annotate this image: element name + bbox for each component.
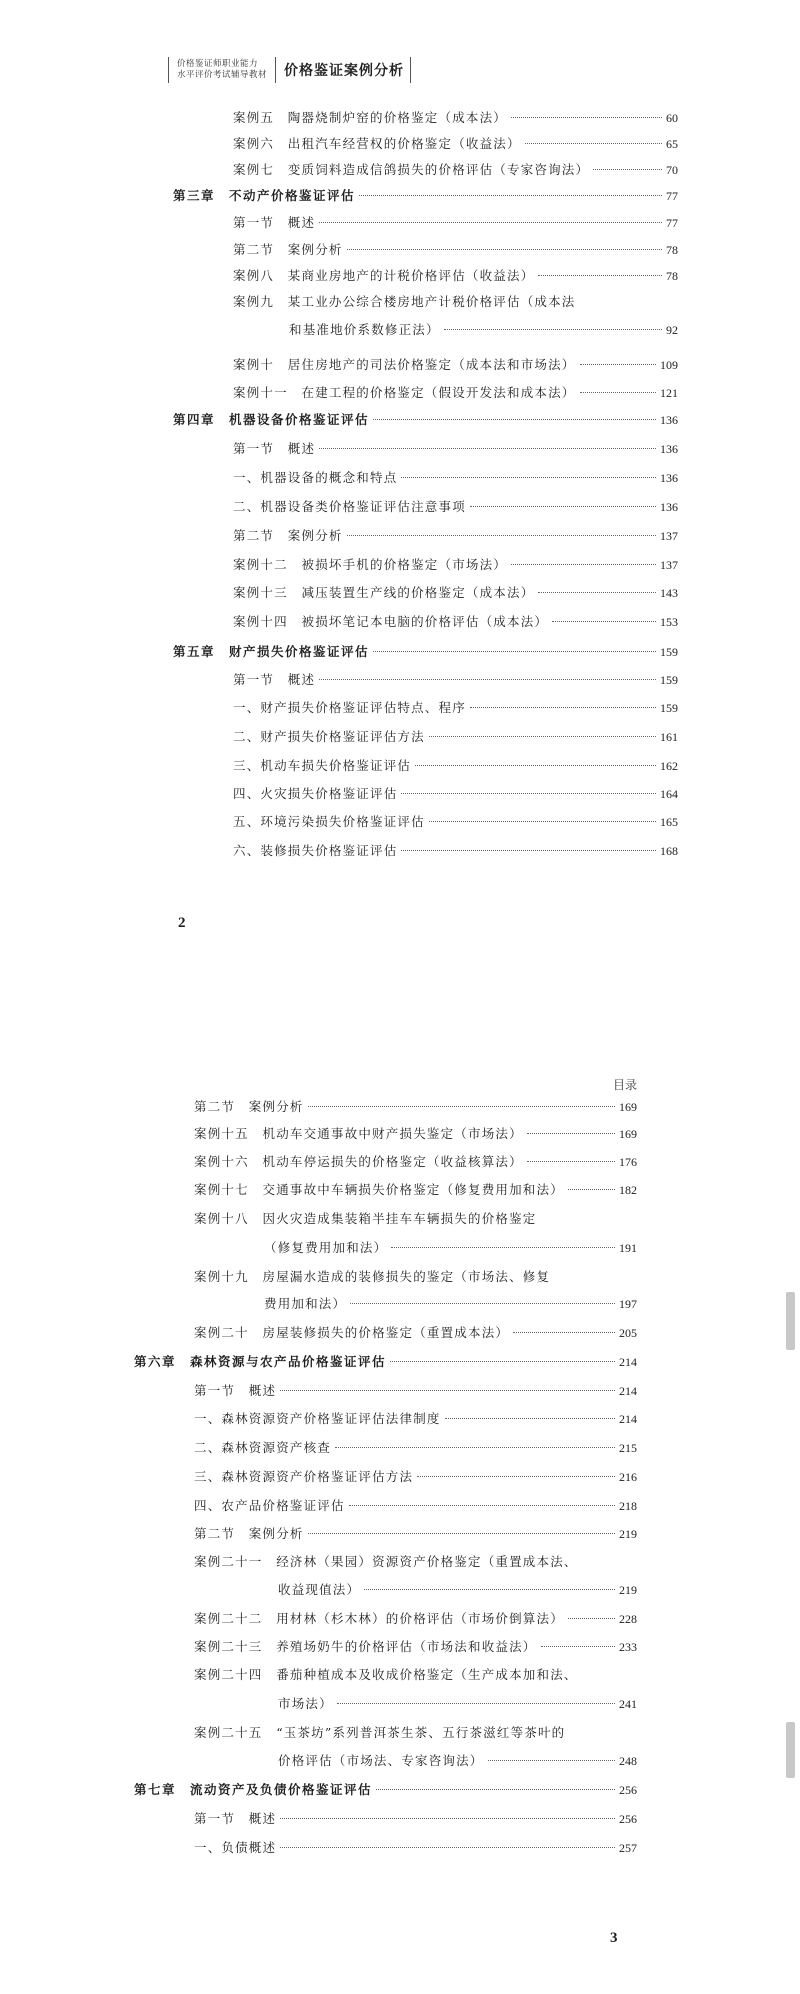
toc-entry-label: 案例十九 房屋漏水造成的装修损失的鉴定（市场法、修复 — [194, 1269, 551, 1284]
toc-entry-label: 案例二十二 用材林（杉木林）的价格评估（市场价倒算法） — [194, 1611, 564, 1626]
dot-leader — [319, 222, 662, 223]
toc-page-number: 65 — [666, 137, 678, 151]
toc-entry[interactable] — [289, 320, 678, 340]
dot-leader — [308, 1106, 615, 1107]
scroll-edge-mark — [786, 1292, 795, 1350]
toc-entry[interactable] — [194, 1180, 637, 1200]
toc-entry[interactable] — [194, 1524, 637, 1544]
toc-page-number: 168 — [660, 844, 678, 858]
dot-leader — [308, 1533, 615, 1534]
toc-entry-label: 价格评估（市场法、专家咨询法） — [278, 1753, 484, 1768]
dot-leader — [445, 1418, 615, 1419]
dot-leader — [401, 477, 656, 478]
toc-page-number: 136 — [660, 500, 678, 514]
toc-entry[interactable] — [278, 1694, 637, 1714]
dot-leader — [373, 419, 656, 420]
toc-page-number: 216 — [619, 1470, 637, 1484]
toc-page-right — [0, 1000, 800, 1994]
toc-page-number: 197 — [619, 1297, 637, 1311]
toc-entry-label: 第七章 流动资产及负债价格鉴证评估 — [134, 1782, 373, 1797]
toc-page-number: 159 — [660, 645, 678, 659]
toc-page-number: 182 — [619, 1183, 637, 1197]
toc-entry[interactable] — [233, 266, 678, 286]
toc-entry[interactable] — [194, 1381, 637, 1401]
toc-entry[interactable] — [233, 612, 678, 632]
toc-entry-label: 案例八 某商业房地产的计税价格评估（收益法） — [233, 268, 535, 283]
toc-entry-label: 案例二十 房屋装修损失的价格鉴定（重置成本法） — [194, 1325, 510, 1340]
page-number: 2 — [178, 915, 186, 931]
toc-entry[interactable] — [233, 439, 678, 459]
dot-leader — [349, 1505, 615, 1506]
page-header — [168, 57, 411, 83]
toc-chapter[interactable] — [134, 1352, 637, 1372]
toc-entry-label: 案例十六 机动车停运损失的价格鉴定（收益核算法） — [194, 1154, 523, 1169]
toc-page-number: 77 — [666, 189, 678, 203]
toc-entry[interactable] — [278, 1751, 637, 1771]
page-number: 3 — [610, 1930, 618, 1946]
toc-page-number: 153 — [660, 615, 678, 629]
dot-leader — [527, 1133, 615, 1134]
dot-leader — [373, 651, 656, 652]
dot-leader — [280, 1847, 615, 1848]
toc-page-number: 205 — [619, 1326, 637, 1340]
dot-leader — [350, 1303, 615, 1304]
toc-page-number: 162 — [660, 759, 678, 773]
dot-leader — [511, 564, 656, 565]
toc-entry-label: 案例二十三 养殖场奶牛的价格评估（市场法和收益法） — [194, 1639, 537, 1654]
toc-entry[interactable] — [194, 1097, 637, 1117]
toc-entry-label: 一、负债概述 — [194, 1840, 277, 1855]
toc-entry-label: 案例十四 被损坏笔记本电脑的价格评估（成本法） — [233, 614, 549, 629]
toc-entry-label: 收益现值法） — [278, 1582, 361, 1597]
dot-leader — [568, 1618, 615, 1619]
toc-entry-label: 第四章 机器设备价格鉴证评估 — [173, 412, 370, 427]
toc-page-number: 191 — [619, 1241, 637, 1255]
toc-entry-label: 案例十一 在建工程的价格鉴定（假设开发法和成本法） — [233, 385, 576, 400]
toc-entry[interactable] — [194, 1124, 637, 1144]
toc-page-number: 109 — [660, 358, 678, 372]
toc-entry[interactable] — [233, 497, 678, 517]
dot-leader — [335, 1447, 615, 1448]
dot-leader — [444, 329, 662, 330]
toc-entry[interactable] — [233, 240, 678, 260]
dot-leader — [337, 1703, 615, 1704]
dot-leader — [401, 793, 656, 794]
toc-page-number: 136 — [660, 471, 678, 485]
toc-entry-label: 案例二十四 番茄种植成本及收成价格鉴定（生产成本加和法、 — [194, 1667, 578, 1682]
dot-leader — [415, 765, 656, 766]
dot-leader — [513, 1332, 615, 1333]
toc-page-number: 169 — [619, 1100, 637, 1114]
toc-page-number: 92 — [666, 323, 678, 337]
toc-entry[interactable] — [233, 812, 678, 832]
toc-page-number: 164 — [660, 787, 678, 801]
dot-leader — [376, 1789, 615, 1790]
toc-entry[interactable] — [194, 1409, 637, 1429]
toc-entry[interactable] — [278, 1580, 637, 1600]
toc-chapter[interactable] — [173, 642, 678, 662]
toc-entry[interactable] — [233, 784, 678, 804]
toc-page-number: 214 — [619, 1355, 637, 1369]
toc-page-number: 214 — [619, 1384, 637, 1398]
toc-entry-label: 一、机器设备的概念和特点 — [233, 470, 398, 485]
dot-leader — [429, 821, 656, 822]
toc-chapter[interactable] — [173, 410, 678, 430]
toc-entry-label: 第二节 案例分析 — [194, 1526, 304, 1541]
toc-page-number: 169 — [619, 1127, 637, 1141]
toc-page-number: 136 — [660, 413, 678, 427]
toc-page-number: 256 — [619, 1783, 637, 1797]
toc-entry[interactable] — [264, 1294, 637, 1314]
toc-page-number: 228 — [619, 1612, 637, 1626]
dot-leader — [347, 535, 656, 536]
toc-entry[interactable] — [194, 1637, 637, 1657]
toc-entry-label: 案例十五 机动车交通事故中财产损失鉴定（市场法） — [194, 1126, 523, 1141]
toc-entry-label: 第二节 案例分析 — [233, 528, 343, 543]
toc-entry[interactable] — [233, 383, 678, 403]
toc-entry-label: 五、环境污染损失价格鉴证评估 — [233, 814, 425, 829]
series-title — [177, 59, 267, 81]
toc-entry[interactable] — [233, 213, 678, 233]
dot-leader — [525, 143, 662, 144]
dot-leader — [541, 1646, 615, 1647]
toc-page-number: 143 — [660, 586, 678, 600]
toc-entry-label: 二、机器设备类价格鉴证评估注意事项 — [233, 499, 466, 514]
toc-entry-label: 第二节 案例分析 — [194, 1099, 304, 1114]
toc-page-number: 176 — [619, 1155, 637, 1169]
dot-leader — [319, 679, 656, 680]
toc-page-number: 136 — [660, 442, 678, 456]
dot-leader — [568, 1189, 615, 1190]
dot-leader — [359, 195, 662, 196]
dot-leader — [347, 249, 662, 250]
toc-entry[interactable] — [233, 160, 678, 180]
toc-entry-label: 案例十二 被损坏手机的价格鉴定（市场法） — [233, 557, 508, 572]
toc-entry[interactable] — [233, 698, 678, 718]
dot-leader — [429, 736, 656, 737]
toc-entry-label: 案例五 陶器烧制炉窑的价格鉴定（成本法） — [233, 110, 508, 125]
dot-leader — [527, 1161, 615, 1162]
toc-entry[interactable] — [233, 841, 678, 861]
toc-entry-label: 第三章 不动产价格鉴证评估 — [173, 188, 356, 203]
toc-entry[interactable] — [194, 1496, 637, 1516]
toc-entry-label: 三、森林资源资产价格鉴证评估方法 — [194, 1469, 414, 1484]
toc-page-number: 137 — [660, 529, 678, 543]
dot-leader — [417, 1476, 615, 1477]
toc-entry-label: 六、装修损失价格鉴证评估 — [233, 843, 398, 858]
toc-entry-label: 费用加和法） — [264, 1296, 347, 1311]
toc-entry-label: 四、农产品价格鉴证评估 — [194, 1498, 345, 1513]
toc-entry-label: 案例十七 交通事故中车辆损失价格鉴定（修复费用加和法） — [194, 1182, 564, 1197]
toc-entry-label: 第一节 概述 — [233, 672, 316, 687]
toc-entry[interactable] — [233, 555, 678, 575]
series-title-line: 价格鉴证师职业能力 — [177, 59, 259, 69]
toc-entry[interactable] — [233, 583, 678, 603]
toc-page-number: 218 — [619, 1499, 637, 1513]
toc-entry-label: 第一节 概述 — [194, 1383, 277, 1398]
toc-entry-label: 案例十三 减压装置生产线的价格鉴定（成本法） — [233, 585, 535, 600]
toc-entry-label: 第六章 森林资源与农产品价格鉴证评估 — [134, 1354, 387, 1369]
toc-entry[interactable] — [194, 1467, 637, 1487]
dot-leader — [538, 275, 662, 276]
toc-entry[interactable] — [194, 1609, 637, 1629]
toc-entry-label: 案例六 出租汽车经营权的价格鉴定（收益法） — [233, 136, 521, 151]
dot-leader — [538, 592, 656, 593]
toc-entry-label: 四、火灾损失价格鉴证评估 — [233, 786, 398, 801]
toc-chapter[interactable] — [173, 186, 678, 206]
dot-leader — [580, 364, 656, 365]
toc-entry[interactable] — [194, 1438, 637, 1458]
toc-entry-label: 案例二十一 经济林（果园）资源资产价格鉴定（重置成本法、 — [194, 1554, 578, 1569]
dot-leader — [280, 1818, 615, 1819]
toc-entry-label: 三、机动车损失价格鉴证评估 — [233, 758, 412, 773]
toc-page-number: 161 — [660, 730, 678, 744]
dot-leader — [391, 1247, 615, 1248]
scroll-edge-mark — [786, 1722, 795, 1778]
toc-entry-label: 一、财产损失价格鉴证评估特点、程序 — [233, 700, 466, 715]
toc-page-number: 219 — [619, 1583, 637, 1597]
toc-page-number: 159 — [660, 701, 678, 715]
toc-page-number: 219 — [619, 1527, 637, 1541]
toc-entry[interactable] — [233, 134, 678, 154]
dot-leader — [593, 169, 662, 170]
page-header: 目录 — [612, 1078, 637, 1092]
toc-entry[interactable] — [194, 1809, 637, 1829]
toc-entry[interactable] — [194, 1152, 637, 1172]
toc-entry-label: 案例二十五 “玉茶坊”系列普洱茶生茶、五行茶滋红等茶叶的 — [194, 1725, 566, 1740]
dot-leader — [364, 1589, 615, 1590]
toc-entry-label: 市场法） — [278, 1696, 333, 1711]
toc-entry[interactable] — [233, 108, 678, 128]
toc-entry[interactable] — [233, 756, 678, 776]
toc-page-number: 159 — [660, 673, 678, 687]
toc-page-number: 215 — [619, 1441, 637, 1455]
toc-entry-label: 第一节 概述 — [233, 441, 316, 456]
toc-entry-label: 第二节 案例分析 — [233, 242, 343, 257]
toc-entry[interactable] — [233, 355, 678, 375]
header-divider — [275, 57, 276, 83]
toc-entry[interactable] — [194, 1838, 637, 1858]
toc-page-number: 248 — [619, 1754, 637, 1768]
toc-page-number: 78 — [666, 243, 678, 257]
toc-entry[interactable] — [264, 1238, 637, 1258]
dot-leader — [552, 621, 656, 622]
toc-entry-label: （修复费用加和法） — [264, 1240, 388, 1255]
toc-entry[interactable] — [233, 526, 678, 546]
toc-page-number: 256 — [619, 1812, 637, 1826]
toc-entry-label: 二、森林资源资产核查 — [194, 1440, 332, 1455]
toc-page-number: 77 — [666, 216, 678, 230]
toc-chapter[interactable] — [134, 1780, 637, 1800]
toc-entry-label: 第一节 概述 — [194, 1811, 277, 1826]
toc-page-number: 233 — [619, 1640, 637, 1654]
toc-page-number: 214 — [619, 1412, 637, 1426]
dot-leader — [319, 448, 656, 449]
toc-page-number: 257 — [619, 1841, 637, 1855]
toc-page-number: 165 — [660, 815, 678, 829]
dot-leader — [511, 117, 662, 118]
toc-entry-label: 案例十八 因火灾造成集装箱半挂车车辆损失的价格鉴定 — [194, 1211, 537, 1226]
toc-page-number: 241 — [619, 1697, 637, 1711]
toc-entry-label: 和基准地价系数修正法） — [289, 322, 440, 337]
dot-leader — [488, 1760, 615, 1761]
dot-leader — [280, 1390, 615, 1391]
toc-page-number: 70 — [666, 163, 678, 177]
toc-entry-label: 一、森林资源资产价格鉴证评估法律制度 — [194, 1411, 441, 1426]
toc-entry-label: 第一节 概述 — [233, 215, 316, 230]
toc-entry[interactable] — [233, 670, 678, 690]
dot-leader — [470, 707, 656, 708]
book-title: 价格鉴证案例分析 — [284, 63, 405, 79]
toc-page-number: 78 — [666, 269, 678, 283]
toc-page-number: 60 — [666, 111, 678, 125]
series-title-line: 水平评价考试辅导教材 — [177, 70, 268, 80]
toc-entry[interactable] — [194, 1323, 637, 1343]
dot-leader — [580, 392, 656, 393]
toc-entry-label: 案例十 居住房地产的司法价格鉴定（成本法和市场法） — [233, 357, 576, 372]
toc-entry[interactable] — [233, 468, 678, 488]
dot-leader — [401, 850, 656, 851]
toc-page-number: 121 — [660, 386, 678, 400]
toc-entry-label: 案例九 某工业办公综合楼房地产计税价格评估（成本法 — [233, 294, 576, 309]
toc-entry-label: 案例七 变质饲料造成信鸽损失的价格评估（专家咨询法） — [233, 162, 590, 177]
dot-leader — [470, 506, 656, 507]
toc-entry-label: 第五章 财产损失价格鉴证评估 — [173, 644, 370, 659]
dot-leader — [390, 1361, 615, 1362]
toc-page-number: 137 — [660, 558, 678, 572]
toc-entry-label: 二、财产损失价格鉴证评估方法 — [233, 729, 425, 744]
toc-entry[interactable] — [233, 727, 678, 747]
